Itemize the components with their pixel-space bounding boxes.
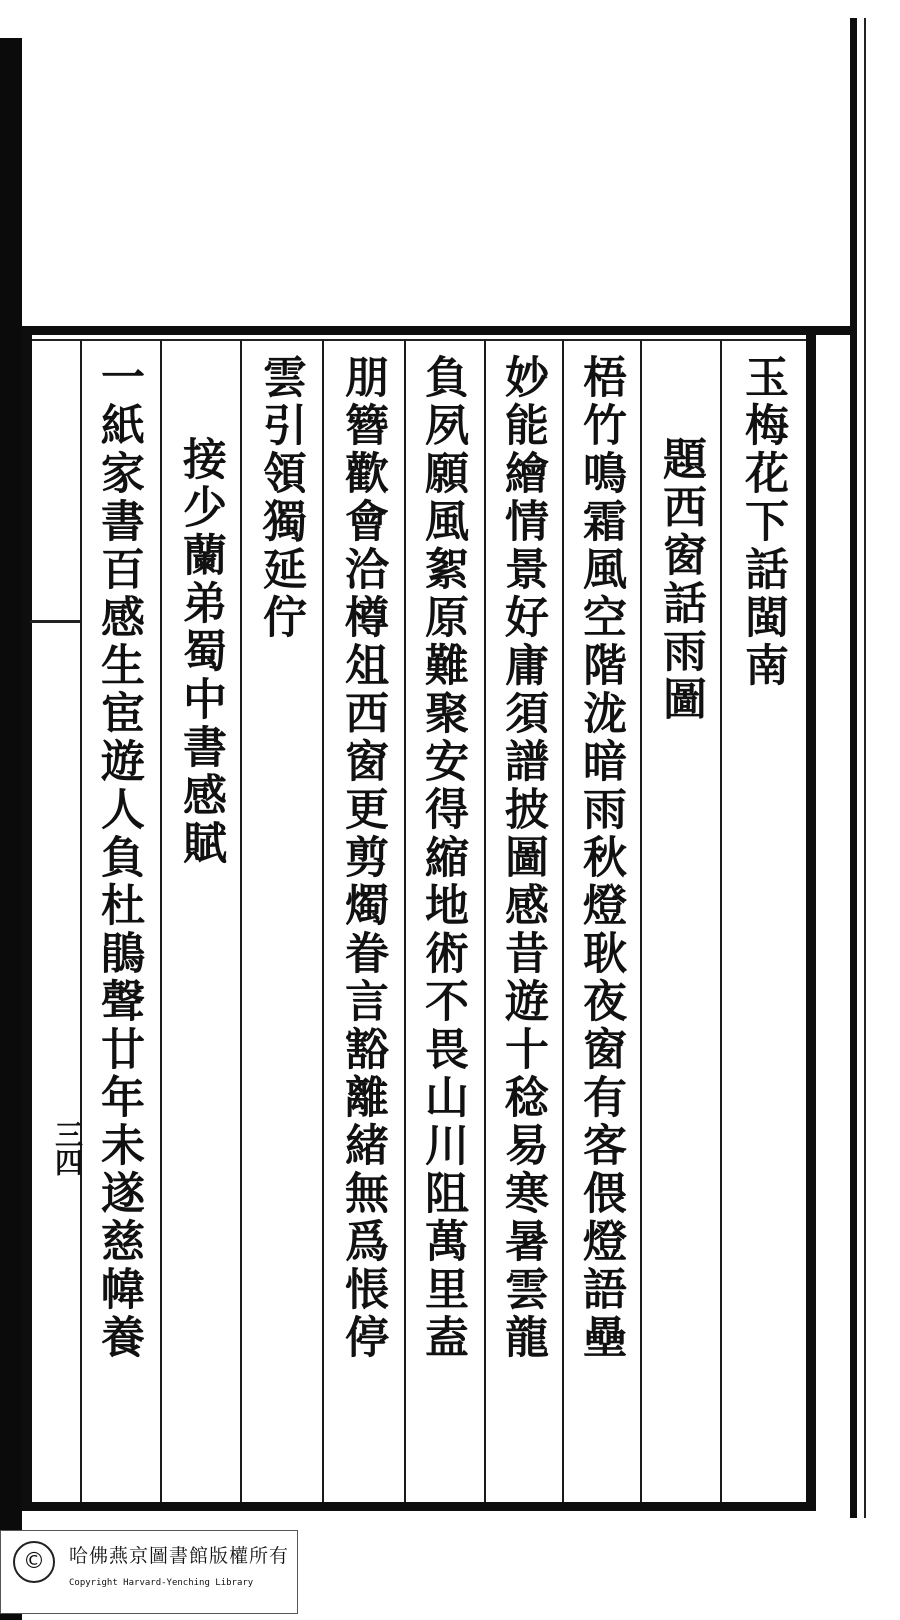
text-column: 梧竹鳴霜風空階泷暗雨秋燈耿夜窗有客偎燈語壘 bbox=[575, 354, 626, 1362]
copyright-stamp bbox=[0, 1530, 298, 1614]
copyright-chinese: 哈佛燕京圖書館版權所有 bbox=[69, 1545, 290, 1567]
text-column: 雲引領獨延佇 bbox=[255, 354, 306, 642]
copyright-icon: © bbox=[13, 1541, 55, 1583]
column-divider bbox=[720, 341, 722, 1502]
column-divider bbox=[404, 341, 406, 1502]
page-number: 三四 bbox=[51, 1120, 84, 1176]
column-divider bbox=[562, 341, 564, 1502]
column-divider bbox=[322, 341, 324, 1502]
column-divider bbox=[484, 341, 486, 1502]
page-spine bbox=[0, 38, 22, 1620]
frame-right-border bbox=[806, 326, 816, 1511]
right-border-thick bbox=[850, 18, 857, 1518]
fold-mark bbox=[30, 620, 80, 733]
column-divider bbox=[80, 341, 82, 1502]
frame-top-border bbox=[22, 326, 850, 335]
text-column: 朋簪歡會洽樽俎西窗更剪燭眷言豁離緒無爲悵停 bbox=[337, 354, 388, 1362]
right-border-thin bbox=[864, 18, 866, 1518]
text-column: 負夙願風絮原難聚安得縮地術不畏山川阻萬里盍 bbox=[417, 354, 468, 1362]
text-column: 妙能繪情景好庸須譜披圖感昔遊十稔易寒暑雲龍 bbox=[497, 354, 548, 1362]
frame-bottom-border bbox=[22, 1502, 816, 1511]
frame-top-inner-border bbox=[28, 339, 808, 341]
column-divider bbox=[160, 341, 162, 1502]
frame-left-border bbox=[22, 326, 32, 1511]
poem-title-column: 題西窗話雨圖 bbox=[655, 436, 706, 724]
book-title-column: 玉梅花下話閩南 bbox=[737, 354, 788, 690]
copyright-english: Copyright Harvard-Yenching Library bbox=[69, 1578, 254, 1588]
column-divider bbox=[640, 341, 642, 1502]
poem-title-column: 接少蘭弟蜀中書感賦 bbox=[175, 436, 226, 868]
column-divider bbox=[240, 341, 242, 1502]
text-column: 一紙家書百感生宦遊人負杜鵑聲廿年未遂慈幃養 bbox=[93, 354, 144, 1362]
